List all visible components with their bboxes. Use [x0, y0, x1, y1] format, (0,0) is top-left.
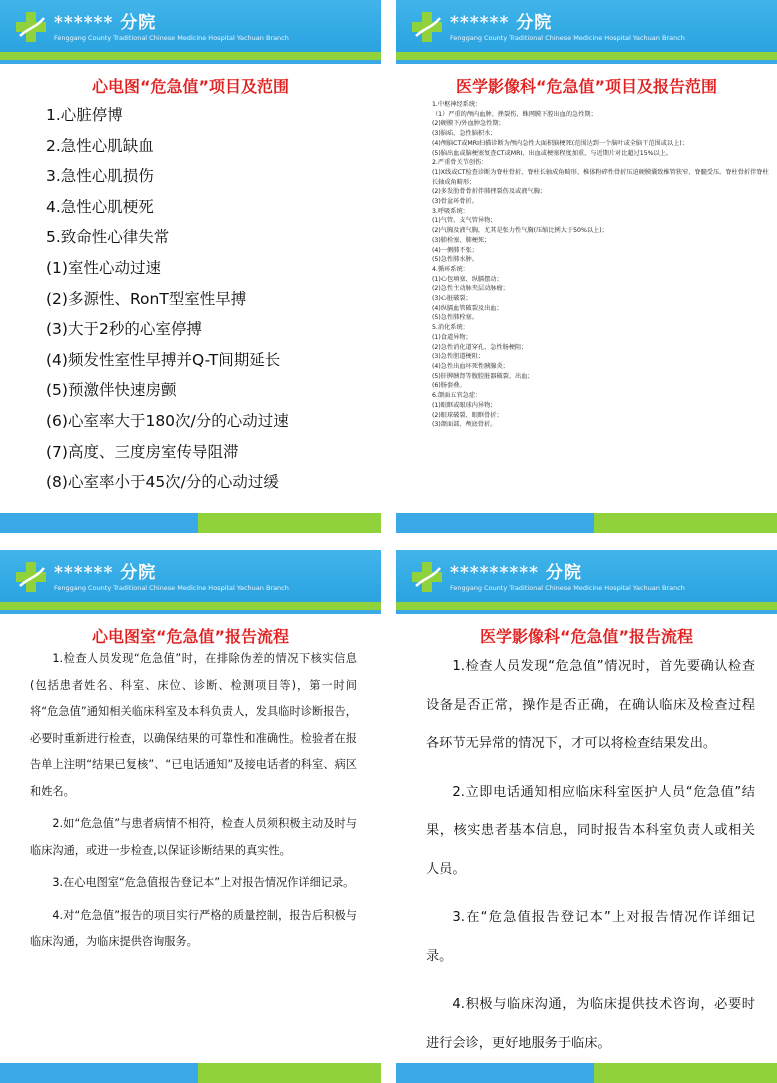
list-item: 5.致命性心律失常	[46, 228, 170, 247]
paragraph: 1.检查人员发现“危急值”时，在排除伪差的情况下核实信息(包括患者姓名、科室、床位、诊断、检测项目等)，第一时间将“危急值”通知相关临床科室及本科负责人，发具临时诊断报告，必要时重新进行检查，以确保结果的可靠性和准确性。检验者在报告单上注明“结果已复核”、“已电话通知”及接电话者的科室、病区和姓名。	[30, 652, 357, 798]
list-item: (5)急性肺栓塞。	[432, 314, 478, 322]
panel-header	[396, 0, 777, 52]
list-item: (5)预激伴快速房颤	[46, 381, 177, 400]
header-green-stripe	[0, 602, 381, 610]
paragraph: 2.如“危急值”与患者病情不相符，检查人员须积极主动及时与临床沟通，或进一步检查,以保证诊断结果的真实性。	[30, 817, 357, 857]
list-item: 4.急性心肌梗死	[46, 197, 154, 216]
list-item: (1)X线或CT检查诊断为脊柱骨折，脊柱长轴成角畸形、椎体粉碎性骨折压迫硬膜囊致椎管狭窄、脊髓受压。脊柱骨折伴脊柱长轴成角畸形；	[432, 168, 769, 186]
paragraph: 4.对“危急值”报告的项目实行严格的质量控制，报告后积极与临床沟通，为临床提供咨询服务。	[30, 908, 357, 948]
header-blue-stripe	[0, 60, 381, 64]
hospital-cross-icon	[410, 10, 444, 44]
hospital-brand-en: Fenggang County Traditional Chinese Medicine Hospital Yachuan Branch	[450, 34, 685, 42]
hospital-cross-icon	[14, 10, 48, 44]
ecg-items-panel	[0, 0, 381, 533]
hospital-brand: ********* 分院	[450, 563, 582, 583]
list-item: (4)频发性室性早搏并Q-T间期延长	[46, 350, 281, 369]
hospital-brand: ****** 分院	[450, 13, 553, 33]
hospital-cross-icon	[14, 560, 48, 594]
imaging-process-text	[396, 648, 777, 1063]
panel-title: 医学影像科“危急值”报告流程	[479, 627, 694, 646]
list-item: 2.急性心肌缺血	[46, 136, 154, 155]
panel-footer	[0, 513, 381, 533]
list-item: 6.颌面五官急症：	[432, 392, 482, 400]
list-item: (5)急性肺水肿。	[432, 256, 478, 264]
header-blue-stripe	[0, 610, 381, 614]
paragraph: 4.积极与临床沟通，为临床提供技术咨询，必要时进行会诊，更好地服务于临床。	[426, 997, 755, 1051]
list-item: 1.心脏停博	[46, 106, 123, 124]
list-item: (1)眼眶或眼球内异物；	[432, 401, 497, 409]
list-item: 2.严重骨关节创伤：	[432, 159, 488, 167]
list-item: (3)颌面部、颅底骨折。	[432, 421, 497, 429]
list-item: 1.中枢神经系统：	[432, 101, 482, 108]
list-item: (3)急性胆道梗阻；	[432, 353, 485, 361]
hospital-brand-en: Fenggang County Traditional Chinese Medicine Hospital Yachuan Branch	[450, 584, 685, 592]
list-item: （1）严重的颅内血肿、挫裂伤、蛛网膜下腔出血的急性期；	[432, 110, 597, 118]
panel-title: 心电图室“危急值”报告流程	[91, 627, 290, 646]
imaging-items-list	[396, 100, 777, 430]
imaging-process-panel	[396, 550, 777, 1083]
list-item: (2)急性主动脉夹层动脉瘤；	[432, 285, 509, 293]
list-item: (3)骨盆环骨折。	[432, 198, 478, 206]
list-item: (2)硬膜下/外血肿急性期；	[432, 120, 505, 128]
list-item: (8)心室率小于45次/分的心动过缓	[46, 473, 279, 492]
header-green-stripe	[396, 52, 777, 60]
footer-green-stripe	[198, 1063, 381, 1083]
list-item: (5)脑出血或脑梗塞复查CT或MRI，出血或梗塞程度加重，与近期片对比超过15%以上。	[432, 149, 673, 157]
imaging-items-panel	[396, 0, 777, 533]
list-item: (4)颅脑CT或MRI扫描诊断为颅内急性大面积脑梗死(范围达到一个脑叶或全脑干范围或以上)；	[432, 139, 688, 147]
ecg-process-panel	[0, 550, 381, 1083]
list-item: (3)大于2秒的心室停搏	[46, 320, 202, 339]
list-item: (2)气胸及液气胸，尤其是张力性气胸(压缩比例大于50%以上)；	[432, 227, 608, 235]
header-blue-stripe	[396, 60, 777, 64]
hospital-brand-en: Fenggang County Traditional Chinese Medicine Hospital Yachuan Branch	[54, 584, 289, 592]
list-item: (3)心脏破裂；	[432, 295, 472, 303]
panel-footer	[396, 513, 777, 533]
panel-title: 心电图“危急值”项目及范围	[91, 77, 290, 96]
panel-footer	[396, 1063, 777, 1083]
hospital-cross-icon	[410, 560, 444, 594]
paragraph: 1.检查人员发现“危急值”情况时，首先要确认检查设备是否正常，操作是否正确，在确认临床及检查过程各环节无异常的情况下，才可以将检查结果发出。	[426, 659, 755, 751]
ecg-items-list	[0, 100, 381, 498]
header-green-stripe	[0, 52, 381, 60]
panel-header	[0, 550, 381, 602]
list-item: (2)多发肋骨骨折伴肺挫裂伤及或液气胸；	[432, 188, 546, 196]
list-item: (1)气管、支气管异物；	[432, 217, 497, 225]
list-item: 3.急性心肌损伤	[46, 167, 154, 186]
footer-green-stripe	[594, 513, 777, 533]
list-item: (2)多源性、RonT型室性早搏	[46, 289, 247, 308]
footer-green-stripe	[198, 513, 381, 533]
panel-footer	[0, 1063, 381, 1083]
list-item: (2)急性消化道穿孔、急性肠梗阻；	[432, 343, 528, 351]
list-item: (1)室性心动过速	[46, 258, 161, 277]
footer-green-stripe	[594, 1063, 777, 1083]
header-green-stripe	[396, 602, 777, 610]
list-item: (3)脑疝、急性脑积水；	[432, 130, 497, 138]
list-item: (1)心包填塞、纵膈摆动；	[432, 275, 503, 283]
panel-title: 医学影像科“危急值”项目及报告范围	[455, 77, 718, 96]
list-item: 3.呼吸系统：	[432, 207, 469, 215]
list-item: (6)心室率大于180次/分的心动过速	[46, 411, 289, 430]
ecg-process-text	[0, 646, 381, 956]
panel-header	[396, 550, 777, 602]
list-item: (6)肠套叠。	[432, 382, 466, 390]
list-item: (4)纵膈血管破裂及出血；	[432, 304, 503, 312]
hospital-brand: ****** 分院	[54, 563, 157, 583]
list-item: (4)急性出血坏死性胰腺炎；	[432, 362, 509, 370]
paragraph: 2.立即电话通知相应临床科室医护人员“危急值”结果，核实患者基本信息，同时报告本科室负责人或相关人员。	[426, 784, 755, 877]
list-item: 4.循环系统：	[432, 265, 469, 273]
panel-header	[0, 0, 381, 52]
header-blue-stripe	[396, 610, 777, 614]
list-item: (4)一侧肺不张；	[432, 246, 478, 254]
list-item: (1)食道异物；	[432, 333, 472, 341]
list-item: 5.消化系统：	[432, 324, 469, 332]
paragraph: 3.在“危急值报告登记本”上对报告情况作详细记录。	[426, 910, 755, 964]
list-item: (3)肺栓塞、肺梗死；	[432, 236, 491, 244]
paragraph: 3.在心电图室“危急值报告登记本”上对报告情况作详细记录。	[52, 876, 355, 889]
hospital-brand: ****** 分院	[54, 13, 157, 33]
list-item: (7)高度、三度房室传导阻滞	[46, 442, 239, 461]
hospital-brand-en: Fenggang County Traditional Chinese Medicine Hospital Yachuan Branch	[54, 34, 289, 42]
list-item: (2)眼球破裂、眼眶骨折；	[432, 411, 503, 419]
list-item: (5)肝脾胰肾等腹腔脏器破裂、出血；	[432, 372, 534, 380]
